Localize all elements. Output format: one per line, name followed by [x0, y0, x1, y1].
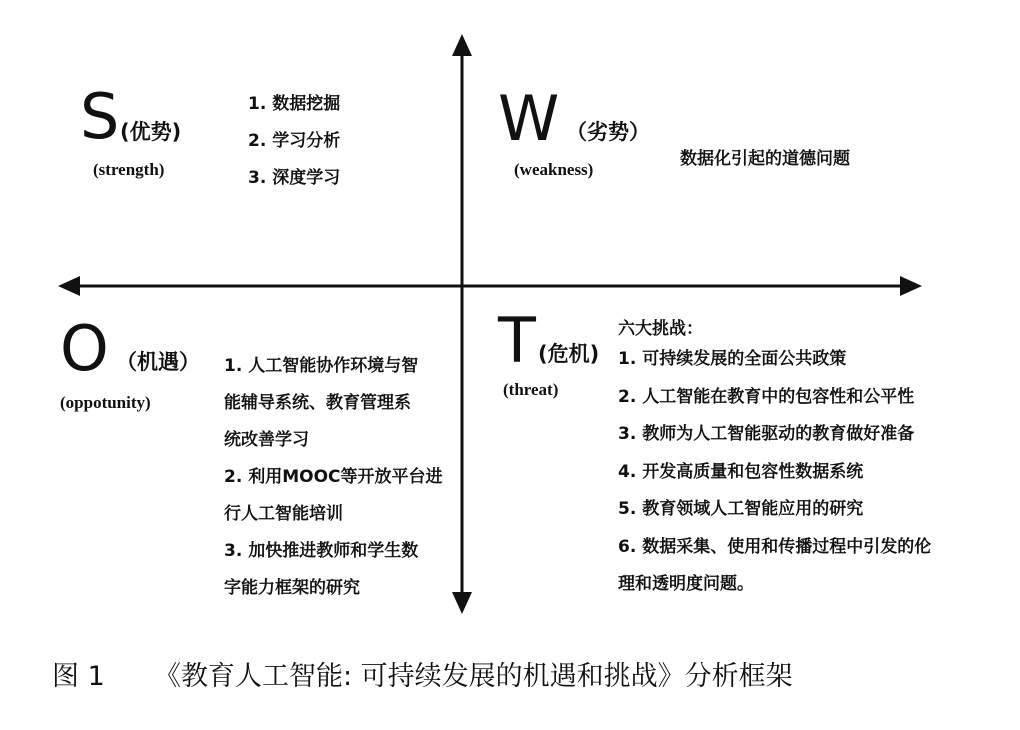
list-item: 能辅导系统、教育管理系	[224, 393, 411, 413]
w-letter: W	[498, 82, 560, 155]
list-item: 1. 数据挖掘	[248, 94, 341, 114]
o-chinese-label: （机遇）	[116, 350, 200, 374]
list-item: 3. 深度学习	[248, 168, 341, 188]
o-list	[224, 348, 443, 607]
w-chinese-label: （劣势）	[566, 120, 650, 144]
list-item: 1. 可持续发展的全面公共政策	[618, 349, 847, 369]
list-item: 2. 学习分析	[248, 131, 341, 151]
t-chinese-label: (危机)	[538, 342, 600, 366]
list-item: 1. 人工智能协作环境与智	[224, 356, 419, 376]
s-english-label: (strength)	[93, 160, 165, 179]
t-list	[618, 341, 931, 604]
list-item: 5. 教育领域人工智能应用的研究	[618, 499, 864, 519]
w-text: 数据化引起的道德问题	[680, 149, 850, 169]
figure-number: 图 1	[52, 661, 105, 692]
w-english-label: (weakness)	[514, 160, 594, 179]
s-list	[248, 86, 340, 197]
list-item: 6. 数据采集、使用和传播过程中引发的伦	[618, 536, 932, 557]
t-english-label: (threat)	[503, 380, 559, 399]
s-chinese-label: (优势)	[120, 120, 182, 144]
list-item: 统改善学习	[224, 430, 309, 450]
list-item: 2. 利用MOOC等开放平台进	[224, 467, 443, 487]
list-item: 2. 人工智能在教育中的包容性和公平性	[618, 386, 915, 407]
o-english-label: (oppotunity)	[60, 393, 151, 412]
arrow-right-icon	[900, 276, 922, 296]
arrow-up-icon	[452, 34, 472, 56]
s-letter: S	[80, 80, 120, 153]
figure-caption: 《教育人工智能: 可持续发展的机遇和挑战》分析框架	[154, 661, 793, 692]
arrow-down-icon	[452, 592, 472, 614]
t-letter: T	[498, 304, 536, 377]
list-item: 行人工智能培训	[224, 504, 343, 524]
list-item: 字能力框架的研究	[224, 578, 360, 598]
list-item: 3. 加快推进教师和学生数	[224, 541, 419, 561]
list-item: 4. 开发高质量和包容性数据系统	[618, 461, 864, 482]
t-heading: 六大挑战：	[618, 319, 703, 339]
list-item: 3. 教师为人工智能驱动的教育做好准备	[618, 424, 915, 444]
o-letter: O	[60, 312, 109, 385]
list-item: 理和透明度问题。	[618, 574, 754, 594]
arrow-left-icon	[58, 276, 80, 296]
